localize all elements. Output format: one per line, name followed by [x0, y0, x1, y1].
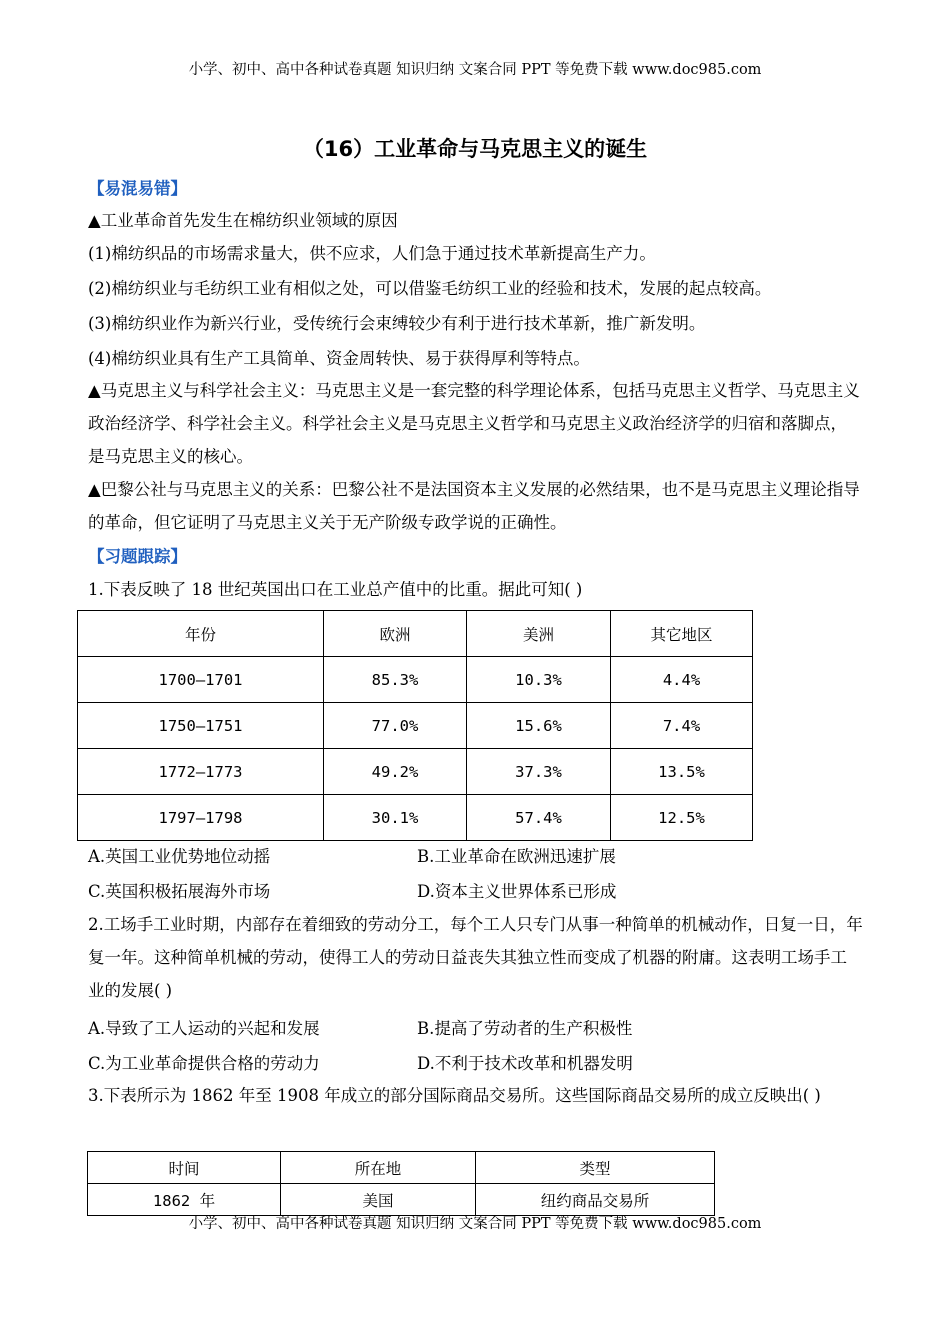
table-row — [78, 657, 753, 703]
table-cell: 77.0% — [324, 703, 467, 749]
page-footer: 小学、初中、高中各种试卷真题 知识归纳 文案合同 PPT 等免费下载 www.doc985.com — [188, 1216, 762, 1232]
q1-option-c: C.英国积极拓展海外市场 — [88, 882, 271, 901]
table-row — [78, 795, 753, 841]
table-cell: 49.2% — [324, 749, 467, 795]
q2-option-c: C.为工业革命提供合格的劳动力 — [88, 1054, 320, 1073]
reason-4: (4)棉纺织业具有生产工具简单、资金周转快、易于获得厚利等特点。 — [88, 349, 590, 368]
item1-title: ▲工业革命首先发生在棉纺织业领域的原因 — [88, 211, 398, 230]
q1-option-a: A.英国工业优势地位动摇 — [88, 847, 271, 866]
table-header-cell: 时间 — [88, 1152, 281, 1184]
table-cell: 10.3% — [467, 657, 611, 703]
table-cell: 美国 — [281, 1184, 476, 1216]
table-cell: 37.3% — [467, 749, 611, 795]
table-cell: 1797—1798 — [78, 795, 324, 841]
table-header-cell: 其它地区 — [611, 611, 753, 657]
page-header: 小学、初中、高中各种试卷真题 知识归纳 文案合同 PPT 等免费下载 www.doc985.com — [188, 62, 762, 78]
table-row — [78, 703, 753, 749]
section-heading-confusions: 【易混易错】 — [88, 179, 187, 198]
q2-option-a: A.导致了工人运动的兴起和发展 — [88, 1019, 320, 1038]
table-cell: 57.4% — [467, 795, 611, 841]
table-cell: 1700—1701 — [78, 657, 324, 703]
table-cell: 30.1% — [324, 795, 467, 841]
table-cell: 12.5% — [611, 795, 753, 841]
table-row — [78, 749, 753, 795]
item3-paris-commune: ▲巴黎公社与马克思主义的关系：巴黎公社不是法国资本主义发展的必然结果，也不是马克思主义理论指导的革命，但它证明了马克思主义关于无产阶级专政学说的正确性。 — [88, 480, 860, 532]
q2-option-b: B.提高了劳动者的生产积极性 — [417, 1019, 633, 1038]
reason-2: (2)棉纺织业与毛纺织工业有相似之处，可以借鉴毛纺织工业的经验和技术，发展的起点较高。 — [88, 279, 772, 298]
q3-stem: 3.下表所示为 1862 年至 1908 年成立的部分国际商品交易所。这些国际商品交易所的成立反映出( ) — [88, 1086, 821, 1105]
reason-1: (1)棉纺织品的市场需求量大，供不应求，人们急于通过技术革新提高生产力。 — [88, 244, 656, 263]
table-cell: 1862 年 — [88, 1184, 281, 1216]
q1-option-d: D.资本主义世界体系已形成 — [417, 882, 617, 901]
table-header-row — [78, 611, 753, 657]
section-heading-exercises: 【习题跟踪】 — [88, 547, 187, 566]
item2-marxism: ▲马克思主义与科学社会主义：马克思主义是一套完整的科学理论体系，包括马克思主义哲学、马克思主义政治经济学、科学社会主义。科学社会主义是马克思主义哲学和马克思主义政治经济学的归宿和落脚点，是马克思主义的核心。 — [88, 381, 860, 466]
table-cell: 13.5% — [611, 749, 753, 795]
table-header-cell: 欧洲 — [324, 611, 467, 657]
table-cell: 7.4% — [611, 703, 753, 749]
table-header-cell: 类型 — [476, 1152, 715, 1184]
table-cell: 1772—1773 — [78, 749, 324, 795]
page-title: （16）工业革命与马克思主义的诞生 — [302, 137, 648, 161]
table-cell: 85.3% — [324, 657, 467, 703]
q3-table — [87, 1151, 715, 1216]
reason-3: (3)棉纺织业作为新兴行业，受传统行会束缚较少有利于进行技术革新，推广新发明。 — [88, 314, 706, 333]
table-header-cell: 年份 — [78, 611, 324, 657]
q2-stem: 2.工场手工业时期，内部存在着细致的劳动分工，每个工人只专门从事一种简单的机械动作，日复一日，年复一年。这种简单机械的劳动，使得工人的劳动日益丧失其独立性而变成了机器的附庸。这表明工场手工业的发展( ) — [88, 915, 863, 1000]
q2-option-d: D.不利于技术改革和机器发明 — [417, 1054, 633, 1073]
table-cell: 1750—1751 — [78, 703, 324, 749]
table-row — [88, 1184, 715, 1216]
table-header-row — [88, 1152, 715, 1184]
table-header-cell: 所在地 — [281, 1152, 476, 1184]
q1-stem: 1.下表反映了 18 世纪英国出口在工业总产值中的比重。据此可知( ) — [88, 580, 583, 599]
q1-table — [77, 610, 753, 841]
q1-option-b: B.工业革命在欧洲迅速扩展 — [417, 847, 616, 866]
table-cell: 15.6% — [467, 703, 611, 749]
table-cell: 纽约商品交易所 — [476, 1184, 715, 1216]
table-cell: 4.4% — [611, 657, 753, 703]
table-header-cell: 美洲 — [467, 611, 611, 657]
